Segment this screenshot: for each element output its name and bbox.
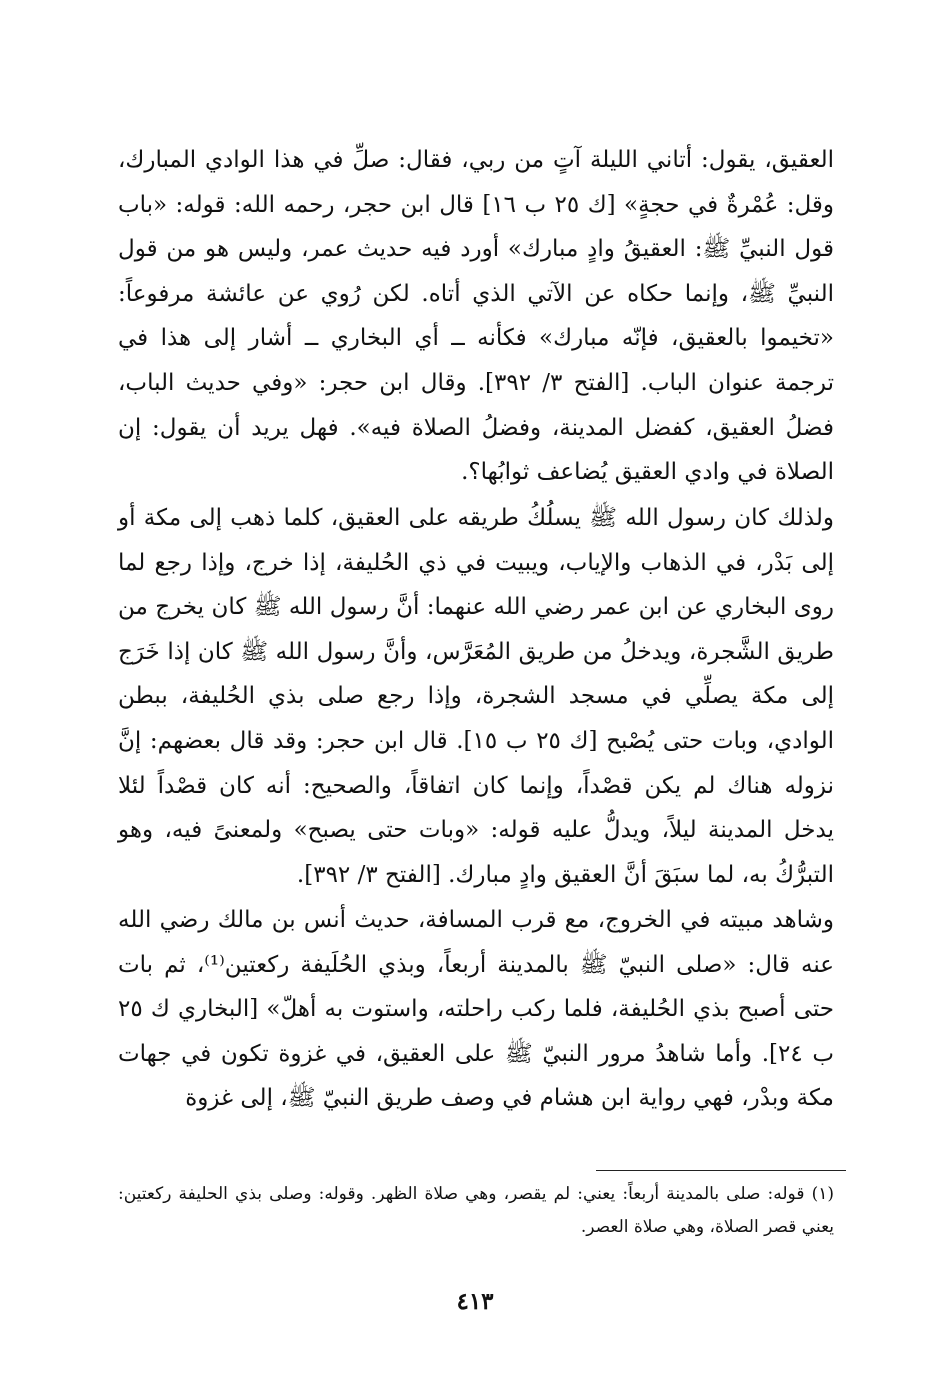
body-paragraph-1: العقيق، يقول: أتاني الليلة آتٍ من ربي، فقال: صلِّ في هذا الوادي المبارك، وقل: عُمْرةٌ في حجةٍ» [ك ٢٥ ب ١٦] قال ابن حجر، رحمه الله: قوله: «باب قول النبيِّ ﷺ: العقيقُ وادٍ مبارك» أورد فيه حديث عمر، وليس هو من قول النبيِّ ﷺ، وإنما حكاه عن الآتي الذي أتاه. لكن رُوي عن عائشة مرفوعاً: «تخيموا بالعقيق، فإنّه مبارك» فكأنه ــ أي البخاري ــ أشار إلى هذا في ترجمة عنوان الباب. [الفتح ٣/ ٣٩٢]. وقال ابن حجر: «وفي حديث الباب، فضلُ العقيق، كفضل المدينة، وفضلُ الصلاة فيه». فهل يريد أن يقول: إن الصلاة في وادي العقيق يُضاعف ثوابُها؟.: [118, 147, 834, 486]
footnote-separator: [596, 1170, 846, 1171]
footnote-1: (١) قوله: صلى بالمدينة أربعاً: يعني: لم يقصر، وهي صلاة الظهر. وقوله: وصلى بذي الحليفة ركعتين: يعني قصر الصلاة، وهي صلاة العصر.: [118, 1184, 834, 1237]
body-paragraph-3: وشاهد مبيته في الخروج، مع قرب المسافة، حديث أنس بن مالك رضي الله عنه قال: «صلى النبيّ ﷺ بالمدينة أربعاً، وبذي الحُلَيفة ركعتين⁽¹⁾، ثم بات حتى أصبح بذي الحُليفة، فلما ركب راحلته، واستوت به أهلّ» [البخاري ك ٢٥ ب ٢٤]. وأما شاهدُ مرور النبيّ ﷺ على العقيق، في غزوة تكون في جهات مكة وبدْر، فهي رواية ابن هشام في وصف طريق النبيّ ﷺ، إلى غزوة: [118, 907, 834, 1112]
page-number: ٤١٣: [456, 1288, 494, 1315]
body-paragraph-2: ولذلك كان رسول الله ﷺ يسلُكُ طريقه على العقيق، كلما ذهب إلى مكة أو إلى بَدْر، في الذهاب والإياب، ويبيت في ذي الحُليفة، إذا خرج، وإذا رجع لما روى البخاري عن ابن عمر رضي الله عنهما: أنَّ رسول الله ﷺ كان يخرج من طريق الشَّجرة، ويدخلُ من طريق المُعَرَّس، وأنَّ رسول الله ﷺ كان إذا خَرَج إلى مكة يصلِّي في مسجد الشجرة، وإذا رجع صلى بذي الحُليفة، ببطن الوادي، وبات حتى يُصْبح [ك ٢٥ ب ١٥]. قال ابن حجر: وقد قال بعضهم: إنَّ نزوله هناك لم يكن قصْداً، وإنما كان اتفاقاً، والصحيح: أنه كان قصْداً لئلا يدخل المدينة ليلاً، ويدلُّ عليه قوله: «وبات حتى يصبح» ولمعنىً فيه، وهو التبرُّكُ به، لما سبَقَ أنَّ العقيق وادٍ مبارك. [الفتح ٣/ ٣٩٢].: [118, 505, 834, 888]
